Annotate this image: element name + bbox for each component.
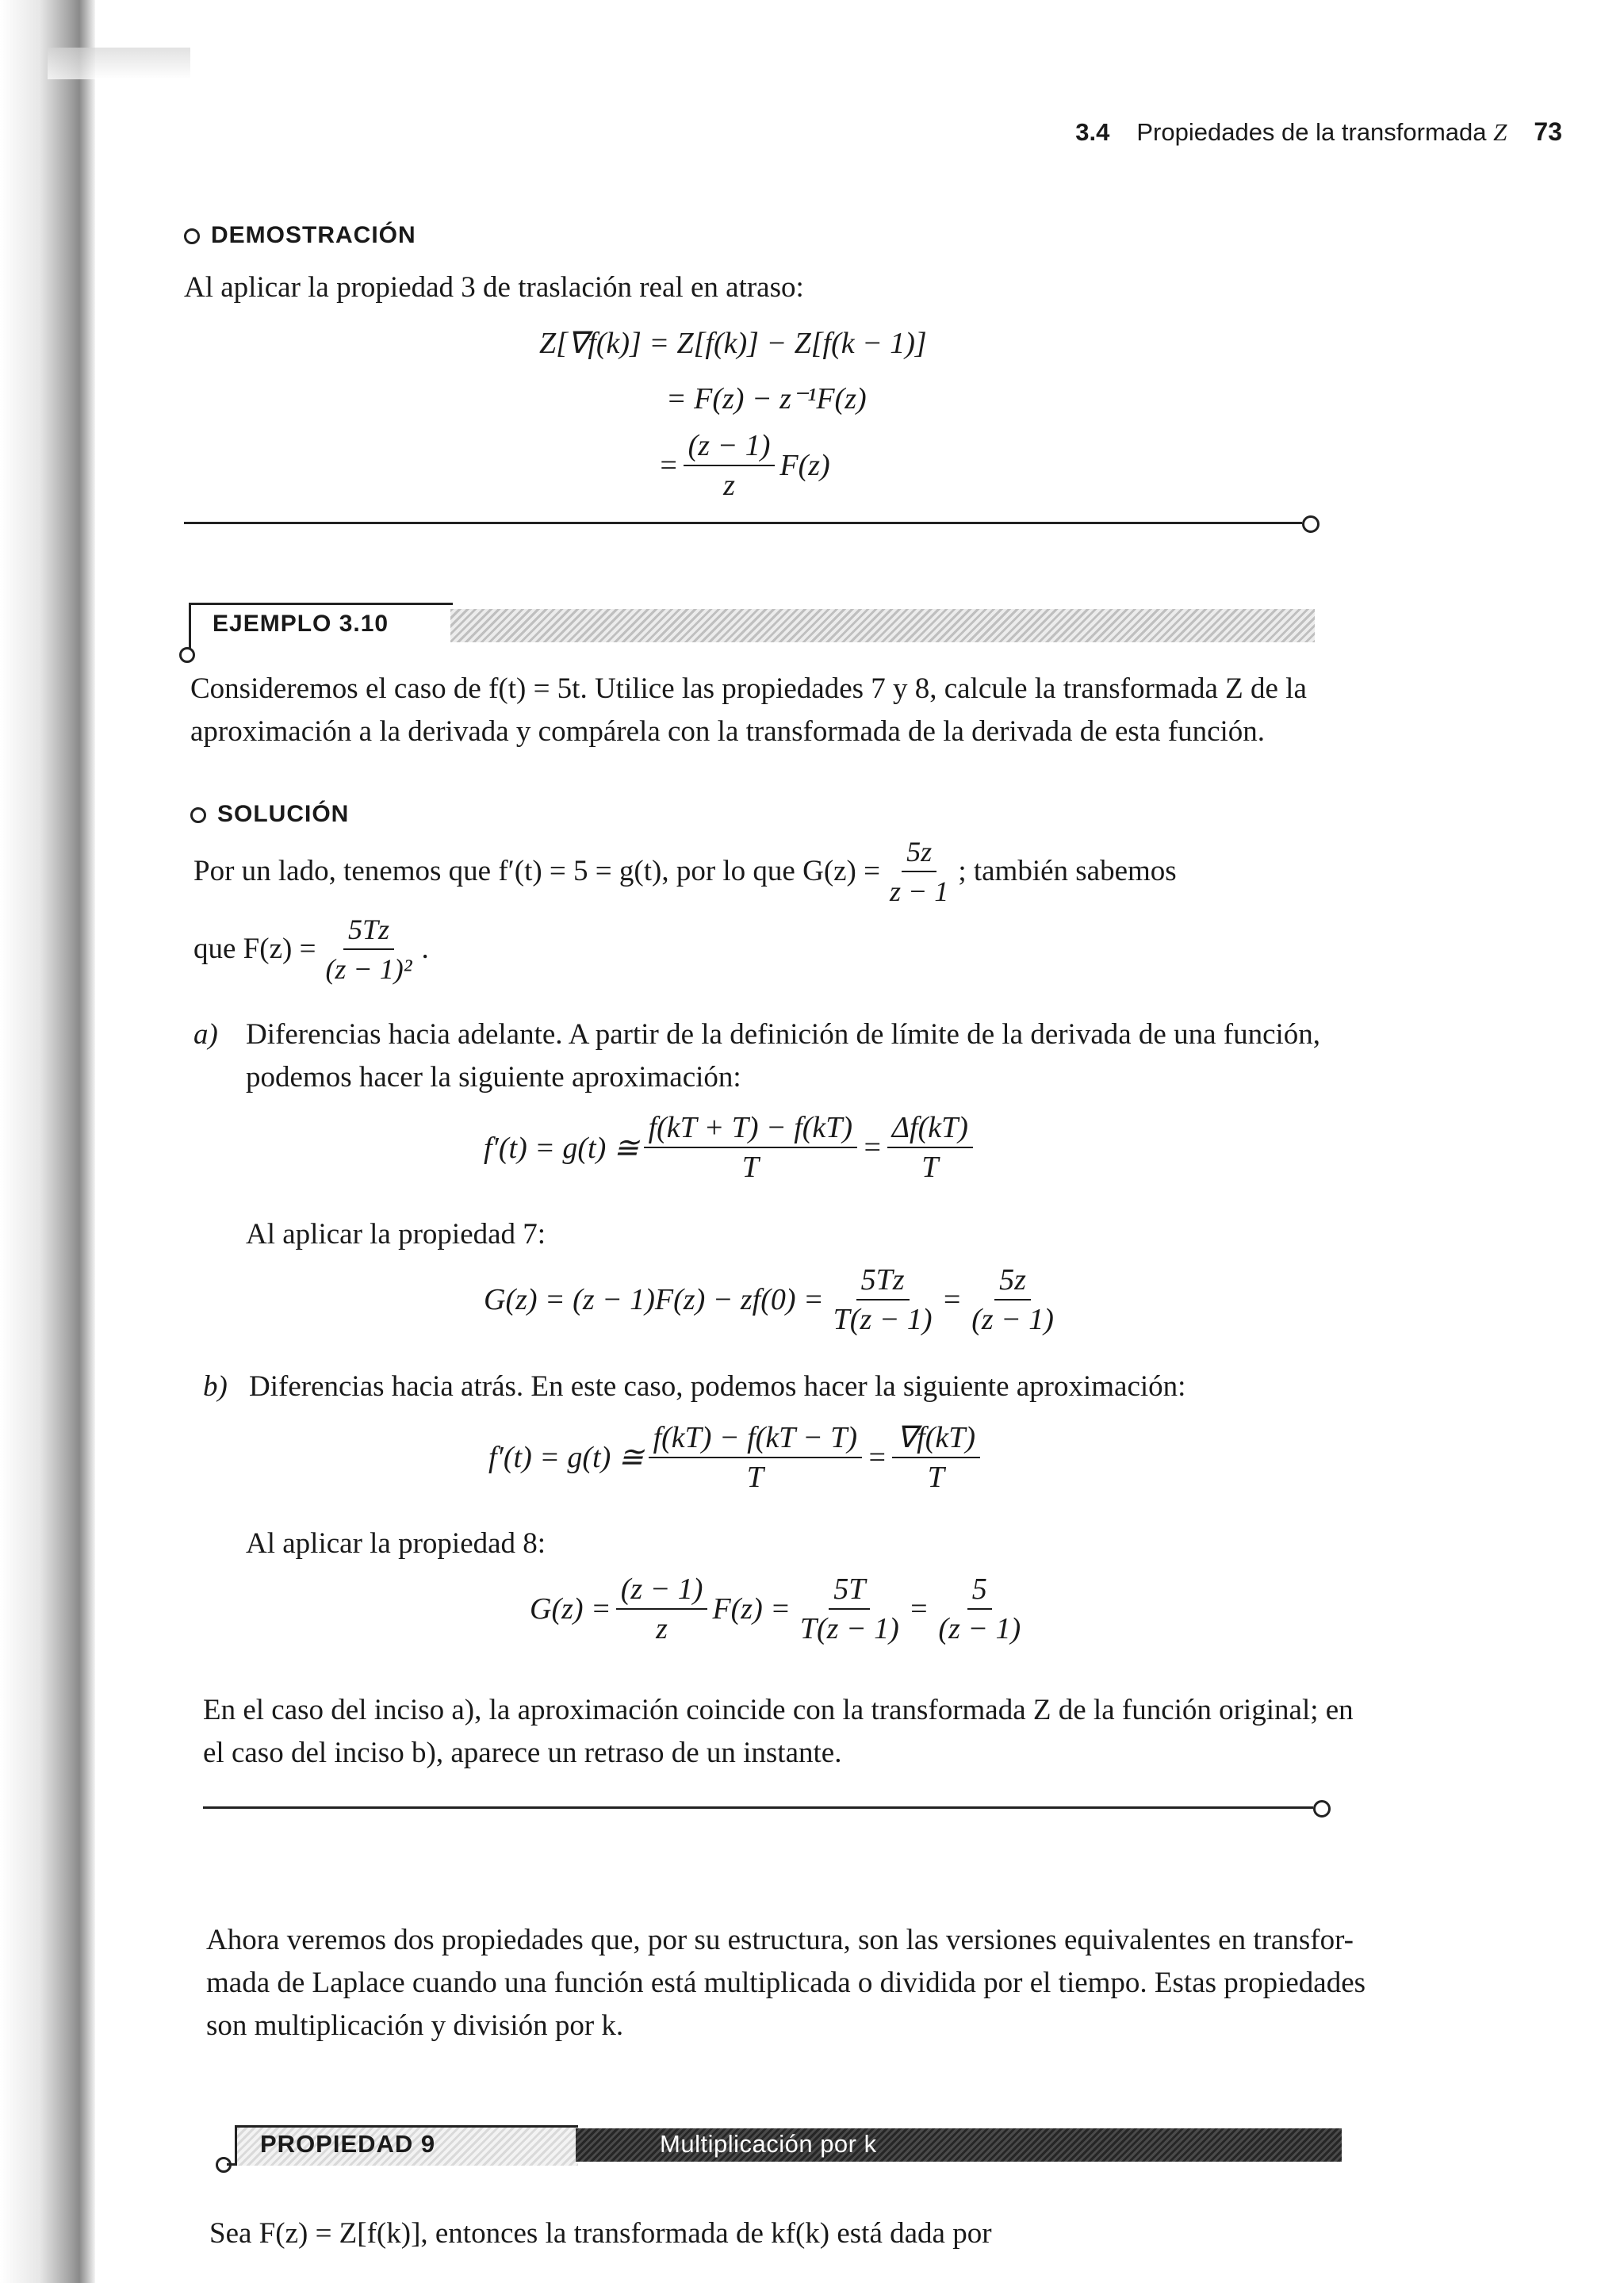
solution-line-2 — [193, 912, 429, 986]
part-b-marker-text: b) — [203, 1370, 228, 1403]
part-a-eq1-frac2 — [887, 1110, 973, 1185]
part-b-eq1-num1: f(kT) − f(kT − T) — [649, 1420, 862, 1458]
part-a-text-1: Diferencias hacia adelante. A partir de la definición de límite de la derivada de una función, — [246, 1018, 1321, 1051]
part-a-apply: Al aplicar la propiedad 7: — [246, 1218, 546, 1251]
part-b-eq2-frac1 — [795, 1572, 904, 1646]
equals-sign: = — [867, 1440, 887, 1474]
part-b-eq2-mid: F(z) = — [712, 1592, 791, 1626]
part-b-eq2-frac2 — [933, 1572, 1025, 1646]
example-text-1: Consideremos el caso de f(t) = 5t. Utilice las propiedades 7 y 8, calcule la transformada Z de la — [190, 672, 1307, 705]
part-b-eq2-lhs: G(z) = — [530, 1592, 611, 1626]
rule-end-icon — [1302, 515, 1320, 533]
section-title-text: Propiedades de la transformada — [1136, 118, 1487, 146]
equals-sign: = — [862, 1131, 883, 1164]
part-a-text-2: podemos hacer la siguiente aproximación: — [246, 1061, 741, 1094]
part-a-eq-2 — [484, 1262, 1063, 1337]
conclusion-text-2: el caso del inciso b), aparece un retraso de un instante. — [203, 1737, 842, 1769]
solution-line-1-a: Por un lado, tenemos que f′(t) = 5 = g(t), por lo que G(z) = — [193, 855, 880, 887]
demo-heading-text: DEMOSTRACIÓN — [211, 222, 416, 248]
part-a-eq2-den2: (z − 1) — [971, 1303, 1054, 1336]
solution-heading-text: SOLUCIÓN — [217, 801, 350, 827]
equals-sign: = — [908, 1592, 929, 1626]
solution-frac-g-den: z − 1 — [890, 875, 949, 907]
part-a-eq2-frac1 — [829, 1262, 937, 1337]
demo-frac-den: z — [723, 469, 735, 502]
demo-eq-line-1: Z[∇f(k)] = Z[f(k)] − Z[f(k − 1)] — [539, 327, 927, 360]
part-a-eq-1 — [484, 1110, 978, 1185]
part-b-eq2-num0: (z − 1) — [616, 1572, 708, 1610]
part-b-eq1-num2: ∇f(kT) — [892, 1419, 980, 1458]
part-b-eq-1 — [488, 1419, 985, 1495]
property-banner — [216, 2125, 1342, 2163]
part-b-eq2-num1: 5T — [829, 1572, 870, 1610]
solution-frac-f-num: 5Tz — [343, 912, 394, 950]
demo-eq-line-3 — [658, 428, 830, 503]
part-b-eq1-den1: T — [746, 1460, 764, 1494]
solution-line-2-a: que F(z) = — [193, 933, 316, 965]
part-b-eq2-frac0 — [616, 1572, 708, 1646]
part-b-eq-2 — [530, 1572, 1030, 1646]
part-a-eq1-num2: Δf(kT) — [887, 1110, 973, 1148]
property-text: Sea F(z) = Z[f(k)], entonces la transformada de kf(k) está dada por — [209, 2217, 992, 2250]
example-label: EJEMPLO 3.10 — [213, 611, 389, 637]
demo-frac-num: (z − 1) — [684, 428, 776, 466]
example-banner — [189, 603, 1315, 649]
bullet-icon — [184, 228, 200, 244]
demo-heading — [184, 222, 416, 249]
bullet-icon — [190, 807, 206, 823]
solution-frac-f — [320, 912, 416, 986]
part-b-eq2-den0: z — [656, 1612, 668, 1645]
property-title: Multiplicación por k — [660, 2130, 877, 2158]
equals-sign: = — [658, 449, 679, 482]
part-a-eq1-num1: f(kT + T) − f(kT) — [644, 1110, 857, 1148]
part-a-eq2-den1: T(z − 1) — [833, 1303, 933, 1336]
example-banner-stripes — [450, 609, 1315, 642]
part-b-eq2-den1: T(z − 1) — [799, 1612, 899, 1645]
part-b-text-1: Diferencias hacia atrás. En este caso, podemos hacer la siguiente aproximación: — [249, 1370, 1186, 1403]
solution-heading — [190, 801, 349, 828]
example-dot-icon — [179, 647, 195, 663]
solution-frac-g — [885, 834, 953, 909]
part-a-eq2-frac2 — [967, 1262, 1059, 1337]
part-a-eq1-frac1 — [644, 1110, 857, 1185]
demo-frac-rest: F(z) — [779, 449, 830, 482]
property-label: PROPIEDAD 9 — [260, 2130, 436, 2158]
demo-fraction — [684, 428, 776, 503]
example-end-rule — [203, 1806, 1313, 1809]
solution-line-2-b: . — [421, 933, 429, 965]
part-a-eq2-num2: 5z — [994, 1262, 1031, 1300]
part-a-eq2-num1: 5Tz — [856, 1262, 910, 1300]
rule-end-icon — [1313, 1800, 1331, 1818]
part-a-marker-text: a) — [193, 1018, 218, 1051]
conclusion-text-1: En el caso del inciso a), la aproximación coincide con la transformada Z de la función original; en — [203, 1694, 1354, 1726]
equals-sign: = — [941, 1283, 963, 1316]
part-b-eq1-lhs: f′(t) = g(t) ≅ — [488, 1441, 644, 1474]
solution-line-1 — [193, 834, 1177, 909]
solution-frac-g-num: 5z — [902, 834, 936, 872]
demo-eq-line-2: = F(z) − z⁻¹F(z) — [666, 382, 867, 416]
part-a-eq1-den2: T — [921, 1151, 939, 1184]
example-text-2: aproximación a la derivada y compárela con la transformada de la derivada de esta función. — [190, 715, 1266, 748]
scan-binding-shadow — [0, 0, 95, 2283]
intro-line-1: Ahora veremos dos propiedades que, por su estructura, son las versiones equivalentes en transfor- — [206, 1924, 1354, 1956]
part-b-eq1-den2: T — [927, 1461, 944, 1494]
intro-line-3: son multiplicación y división por k. — [206, 2009, 624, 2042]
solution-frac-f-den: (z − 1)² — [325, 953, 412, 985]
section-title — [1136, 118, 1507, 147]
part-b-eq2-den2: (z − 1) — [938, 1612, 1021, 1645]
demo-intro: Al aplicar la propiedad 3 de traslación real en atraso: — [184, 271, 804, 304]
part-a-eq1-den1: T — [741, 1151, 759, 1184]
intro-line-2: mada de Laplace cuando una función está multiplicada o dividida por el tiempo. Estas propiedades — [206, 1967, 1366, 1999]
section-number: 3.4 — [1075, 118, 1110, 146]
running-header — [1075, 117, 1562, 147]
part-a-eq1-lhs: f′(t) = g(t) ≅ — [484, 1131, 639, 1165]
part-b-eq1-frac1 — [649, 1420, 862, 1495]
part-a-marker — [193, 1013, 218, 1056]
section-title-var: Z — [1493, 118, 1507, 146]
part-b-apply: Al aplicar la propiedad 8: — [246, 1527, 546, 1560]
scan-corner-shadow — [48, 48, 190, 79]
solution-line-1-b: ; también sabemos — [958, 855, 1177, 887]
demo-end-rule — [184, 522, 1302, 524]
part-b-eq1-frac2 — [892, 1419, 980, 1495]
part-a-eq2-lhs: G(z) = (z − 1)F(z) − zf(0) = — [484, 1283, 824, 1316]
part-b-eq2-num2: 5 — [967, 1572, 992, 1610]
page-number: 73 — [1534, 117, 1562, 146]
part-b-marker — [203, 1366, 228, 1408]
